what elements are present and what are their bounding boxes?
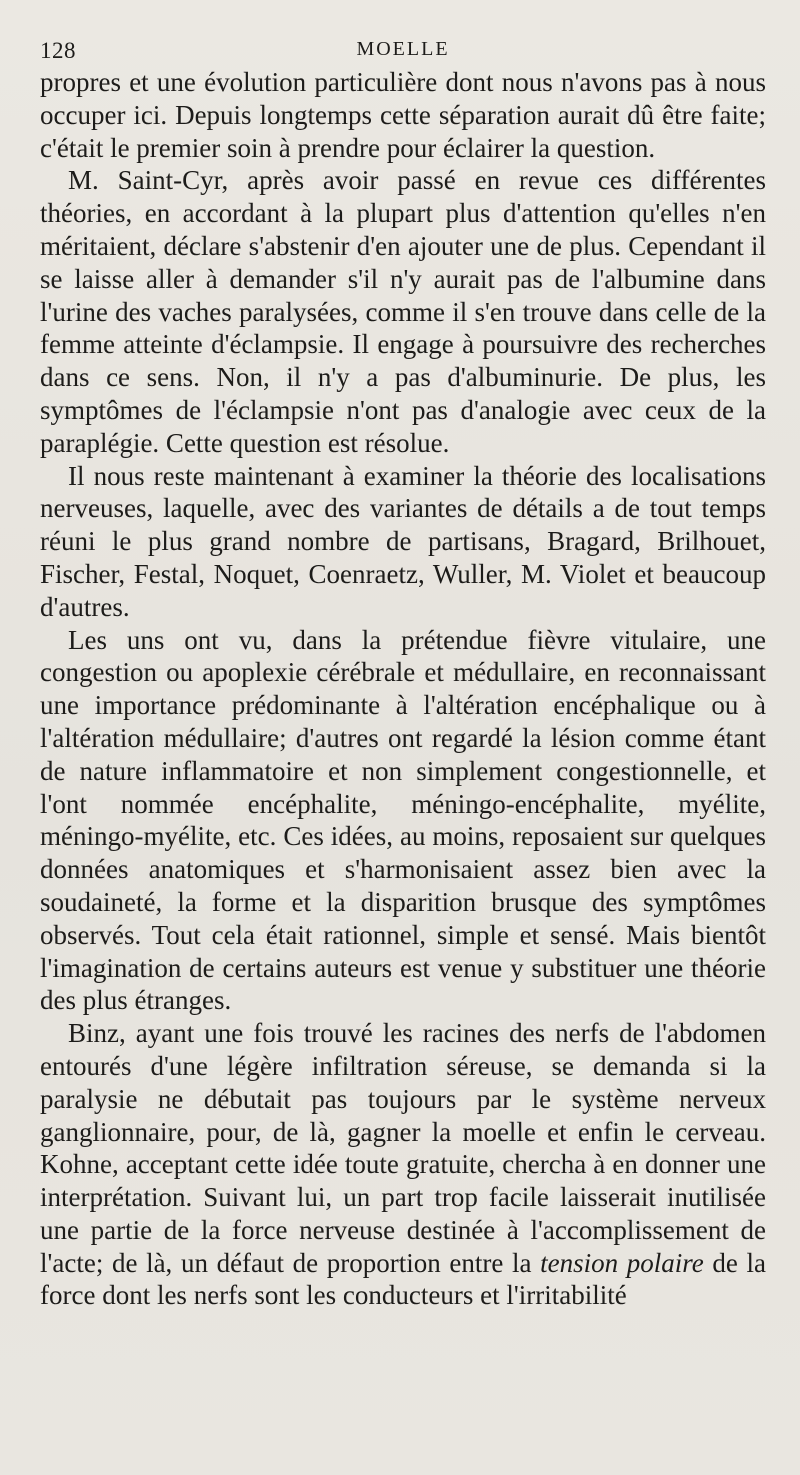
- paragraph-localisations: Il nous reste maintenant à examiner la théorie des localisations nerveuses, laquelle, avec des variantes de détails a de tout temps réuni le plus grand nombre de partisans, Bragard, Brilhouet, Fischer, Festal, Noquet, Coenraetz, Wuller, M. Violet et beaucoup d'autres.: [40, 460, 766, 622]
- paragraph-binz: [40, 1017, 766, 1312]
- page-header: [40, 32, 766, 66]
- italic-term: tension polaire: [540, 1247, 704, 1278]
- paragraph-continuation: propres et une évolution particulière dont nous n'avons pas à nous occuper ici. Depuis longtemps cette séparation aurait dû être faite; c'était le premier soin à prendre pour éclairer la question.: [40, 67, 766, 163]
- paragraph-saint-cyr: M. Saint-Cyr, après avoir passé en revue ces différentes théories, en accordant à la plupart plus d'attention qu'elles n'en méritaient, déclare s'abstenir d'en ajouter une de plus. Cependant il se laisse aller à demander s'il n'y aurait pas de l'albumine dans l'urine des vaches paralysées, comme il s'en trouve dans celle de la femme atteinte d'éclampsie. Il engage à poursuivre des recherches dans ce sens. Non, il n'y a pas d'albuminurie. De plus, les symptômes de l'éclampsie n'ont pas d'analogie avec ceux de la paraplégie. Cette question est résolue.: [40, 165, 766, 458]
- paragraph-binz-text-end: de la force dont les nerfs sont les conducteurs et l'irritabilité: [40, 1247, 766, 1311]
- paragraph-binz-text: Binz, ayant une fois trouvé les racines des nerfs de l'abdomen entourés d'une légère infiltration séreuse, se demanda si la paralysie ne débutait pas toujours par le système nerveux ganglionnaire, pour, de là, gagner la moelle et enfin le cerveau. Kohne, acceptant cette idée toute gratuite, chercha à en donner une interprétation. Suivant lui, un part trop facile laisserait inutilisée une partie de la force nerveuse destinée à l'accomplissement de l'acte; de là, un défaut de proportion entre la: [40, 1018, 766, 1278]
- paragraph-congestion: Les uns ont vu, dans la prétendue fièvre vitulaire, une congestion ou apoplexie cérébrale et médullaire, en reconnaissant une importance prédominante à l'altération encéphalique ou à l'altération médullaire; d'autres ont regardé la lésion comme étant de nature inflammatoire et non simplement congestionnelle, et l'ont nommée encéphalite, méningo-encéphalite, myélite, méningo-myélite, etc. Ces idées, au moins, reposaient sur quelques données anatomiques et s'harmonisaient assez bien avec la soudaineté, la forme et la disparition brusque des symptômes observés. Tout cela était rationnel, simple et sensé. Mais bientôt l'imagination de certains auteurs est venue y substituer une théorie des plus étranges.: [40, 624, 766, 1016]
- page-number: 128: [40, 38, 76, 63]
- body-text: [40, 66, 766, 1312]
- running-title: MOELLE: [356, 38, 450, 60]
